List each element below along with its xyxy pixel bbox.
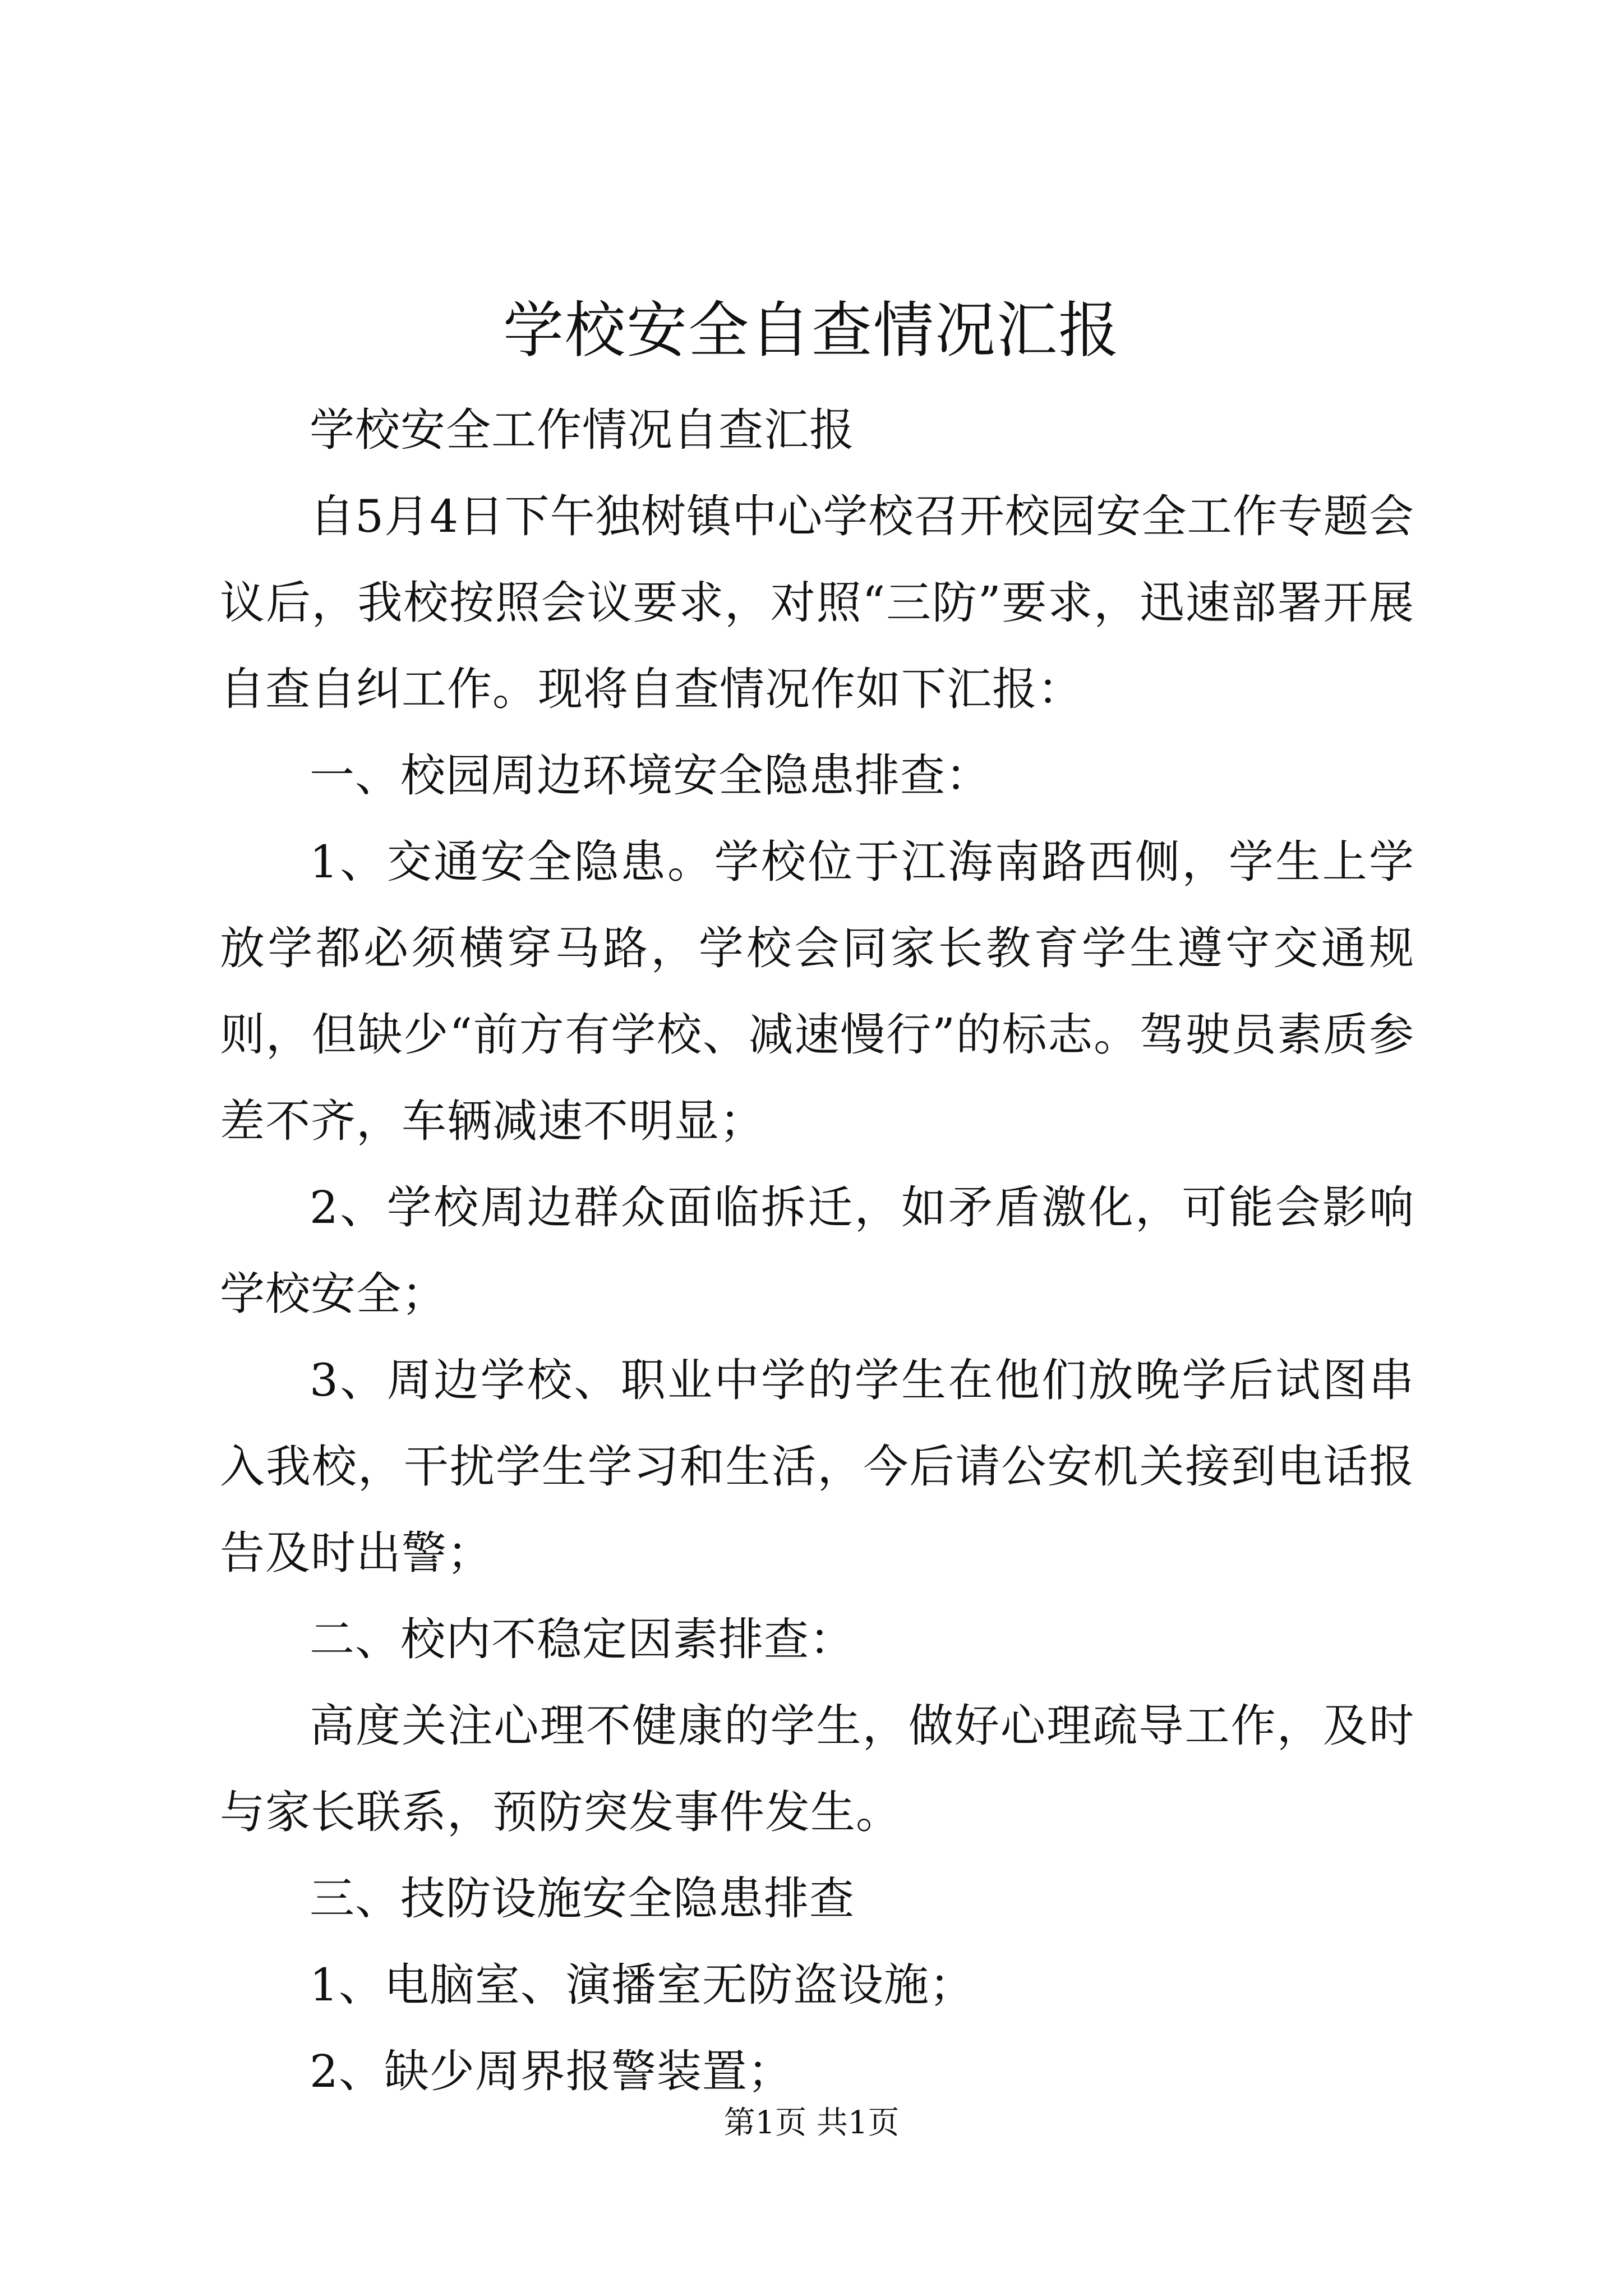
section-heading-2: 二、校内不稳定因素排查：: [310, 1613, 855, 1665]
paragraph-item: 2、学校周边群众面临拆迁，如矛盾激化，可能会影响学校安全；: [220, 1181, 1414, 1320]
paragraph-item: 2、缺少周界报警装置；: [310, 2045, 793, 2097]
document-body: [220, 387, 1414, 2115]
page-footer: 第1页 共1页: [723, 2105, 900, 2141]
paragraph-item: 高度关注心理不健康的学生，做好心理疏导工作，及时与家长联系，预防突发事件发生。: [220, 1700, 1414, 1838]
paragraph-item: 1、交通安全隐患。学校位于江海南路西侧，学生上学放学都必须横穿马路，学校会同家长教育学生遵守交通规则，但缺少“前方有学校、减速慢行”的标志。驾驶员素质参差不齐，车辆减速不明显；: [220, 836, 1414, 1147]
section-heading-1: 一、校园周边环境安全隐患排查：: [310, 749, 991, 802]
section-heading-3: 三、技防设施安全隐患排查: [310, 1872, 855, 1925]
paragraph-item: 3、周边学校、职业中学的学生在他们放晚学后试图串入我校，干扰学生学习和生活，今后请公安机关接到电话报告及时出警；: [220, 1354, 1414, 1579]
paragraph-item: 1、电脑室、演播室无防盗设施；: [310, 1959, 975, 2011]
document-title: 学校安全自查情况汇报: [502, 296, 1120, 366]
paragraph-intro: 自5月4日下午独树镇中心学校召开校园安全工作专题会议后，我校按照会议要求，对照“三防”要求，迅速部署开展自查自纠工作。现将自查情况作如下汇报：: [220, 490, 1414, 715]
paragraph-subtitle: 学校安全工作情况自查汇报: [310, 404, 855, 456]
